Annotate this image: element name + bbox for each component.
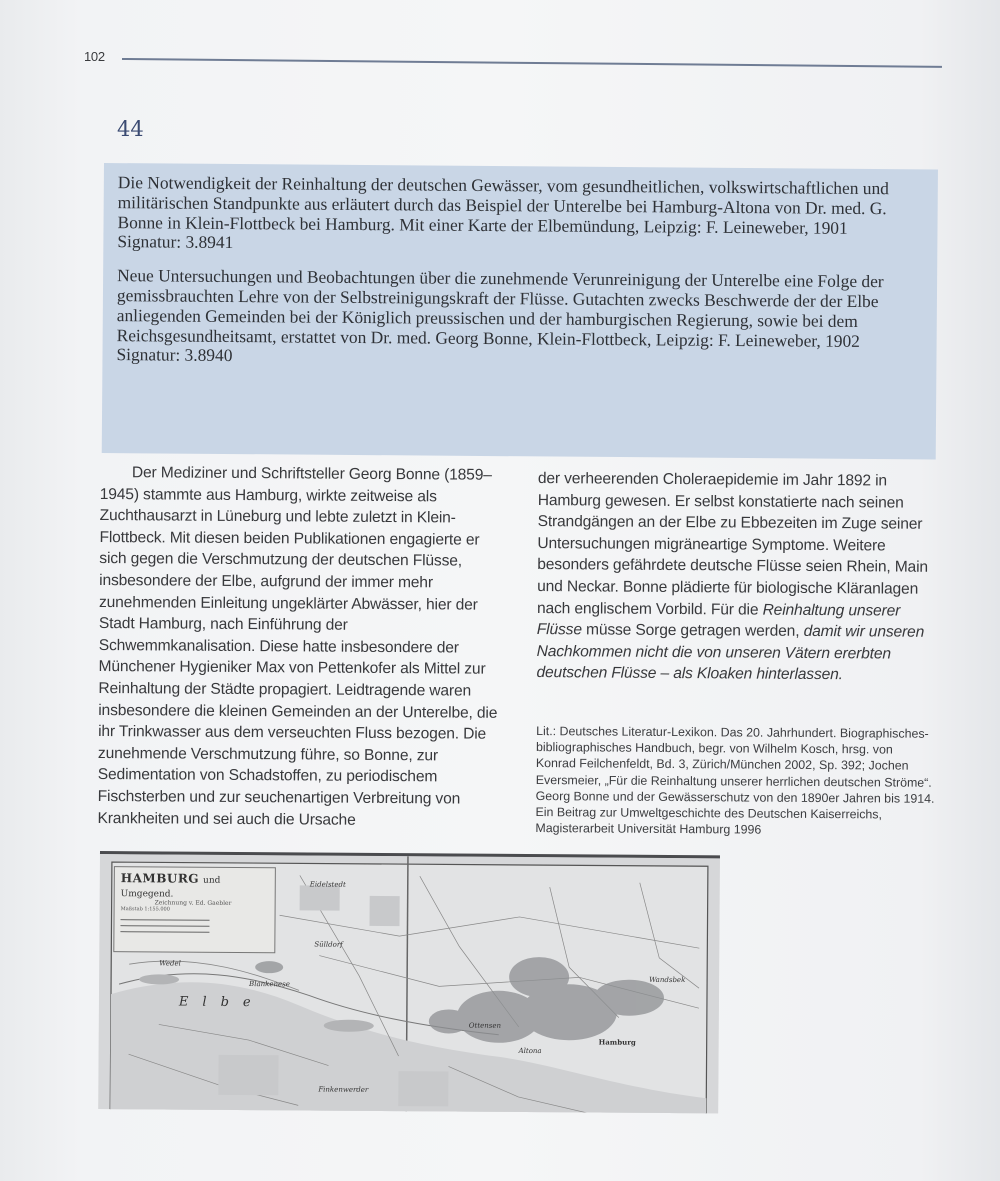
call-number: Signatur: 3.8940 — [116, 344, 233, 366]
map-label: Eidelstedt — [309, 880, 346, 889]
bibliography-title: Neue Untersuchungen und Beobachtungen über die zunehmende Verunreinigung der Unterelbe eine Folge der gemissbrauchten Lehre von der Selbstreinigungskraft der Flüsse. Gutachten zwecks Beschwerde der der Elbe anliegenden Gemeinden bei der Königlich preussischen und der hamburgischen Regierung, sowie bei dem Reichsgesundheitsamt, erstattet von Dr. med. Georg Bonne, Klein-Flottbeck, Leipzig: F. Leineweber, 1902 — [116, 265, 884, 351]
legend-symbols — [114, 912, 274, 940]
map-label: Ottensen — [468, 1021, 502, 1030]
map-legend — [113, 866, 276, 953]
body-column-right: der verheerenden Choleraepidemie im Jahr 1892 in Hamburg gewesen. Er selbst konstatierte nach seinen Strandgängen an der Elbe zu Ebbezeiten im Zuge seiner Untersuchungen migräneartige Symptome. Weitere besonders gefährdete deutsche Flüsse seien Rhein, Main und Neckar. Bonne plädierte für biologische Kläranlagen nach englischem Vorbild. Für die Reinhaltung unserer Flüsse müsse Sorge getragen werden, damit wir unseren Nachkommen nicht die von unseren Vätern ererbten deutschen Flüsse – als Kloaken hinterlassen. — [536, 470, 928, 684]
map-scale: Maßstab 1:155.000 — [120, 906, 170, 913]
map-figure — [98, 851, 720, 1113]
quote-italic: Reinhaltung unserer Flüsse — [536, 601, 901, 639]
entry-number: 44 — [117, 117, 144, 141]
bibliography-box — [102, 163, 938, 460]
bibliography-entry — [116, 266, 925, 371]
map-label: Elbe — [178, 994, 265, 1011]
map-label: Sülldorf — [314, 940, 343, 949]
body-column-left: Der Mediziner und Schriftsteller Georg Bonne (1859–1945) stammte aus Hamburg, wirkte zeitweise als Zuchthausarzt in Lüneburg und lebte zuletzt in Klein-Flottbeck. Mit diesen beiden Publikationen engagierte er sich gegen die Verschmutzung der deutschen Flüsse, insbesondere der Elbe, aufgrund der immer mehr zunehmenden Einleitung ungeklärter Abwässer, hier der Stadt Hamburg, nach Einführung der Schwemmkanalisation. Diese hatte insbesondere der Münchener Hygieniker Max von Pettenkofer als Mittel zur Reinhaltung der Städte propagiert. Leidtragende waren insbesondere die kleinen Gemeinden an der Unterelbe, die ihr Trinkwasser aus dem verseuchten Fluss bezogen. Die zunehmende Verschmutzung führe, so Bonne, zur Sedimentation von Schadstoffen, zu periodischem Fischsterben und zur seuchenartigen Verbreitung von Krankheiten und sei auch die Ursache — [97, 464, 498, 829]
map-credit: Zeichnung v. Ed. Gaebler — [154, 899, 232, 907]
call-number: Signatur: 3.8941 — [117, 231, 234, 253]
quote-italic: damit wir unseren Nachkommen nicht die von unseren Vätern ererbten deutschen Flüsse – als Kloaken hinterlassen. — [536, 623, 925, 684]
page-number: 102 — [84, 49, 105, 64]
map-label: Altona — [518, 1046, 542, 1056]
map-title: HAMBURG und Umgegend. — [120, 871, 221, 900]
map-label: Wedel — [159, 959, 181, 968]
map-label: Wandsbek — [649, 975, 686, 985]
map-label: Finkenwerder — [318, 1085, 369, 1094]
map-label: Hamburg — [598, 1037, 636, 1047]
bibliography-title: Die Notwendigkeit der Reinhaltung der deutschen Gewässer, vom gesundheitlichen, volkswirtschaftlichen und militärischen Standpunkte aus erläutert durch das Beispiel der Unterelbe bei Hamburg-Altona von Dr. med. G. Bonne in Klein-Flottbeck bei Hamburg. Mit einer Karte der Elbemündung, Leipzig: F. Leineweber, 1901 — [117, 172, 889, 238]
bibliography-entry — [117, 173, 926, 259]
literature-references: Lit.: Deutsches Literatur-Lexikon. Das 20. Jahrhundert. Biographisches-bibliographisches Handbuch, begr. von Wilhelm Kosch, hrsg. von Konrad Feilchenfeldt, Bd. 3, Zürich/München 2002, Sp. 392; Jochen Eversmeier, „Für die Reinhaltung unserer herrlichen deutschen Ströme“. Georg Bonne und der Gewässerschutz von den 1890er Jahren bis 1914. Ein Beitrag zur Umweltgeschichte des Deutschen Kaiserreichs, Magisterarbeit Universität Hamburg 1996 — [535, 724, 935, 837]
map-label: Blankenese — [249, 980, 290, 989]
header-rule — [122, 58, 942, 67]
body-text — [97, 462, 940, 837]
